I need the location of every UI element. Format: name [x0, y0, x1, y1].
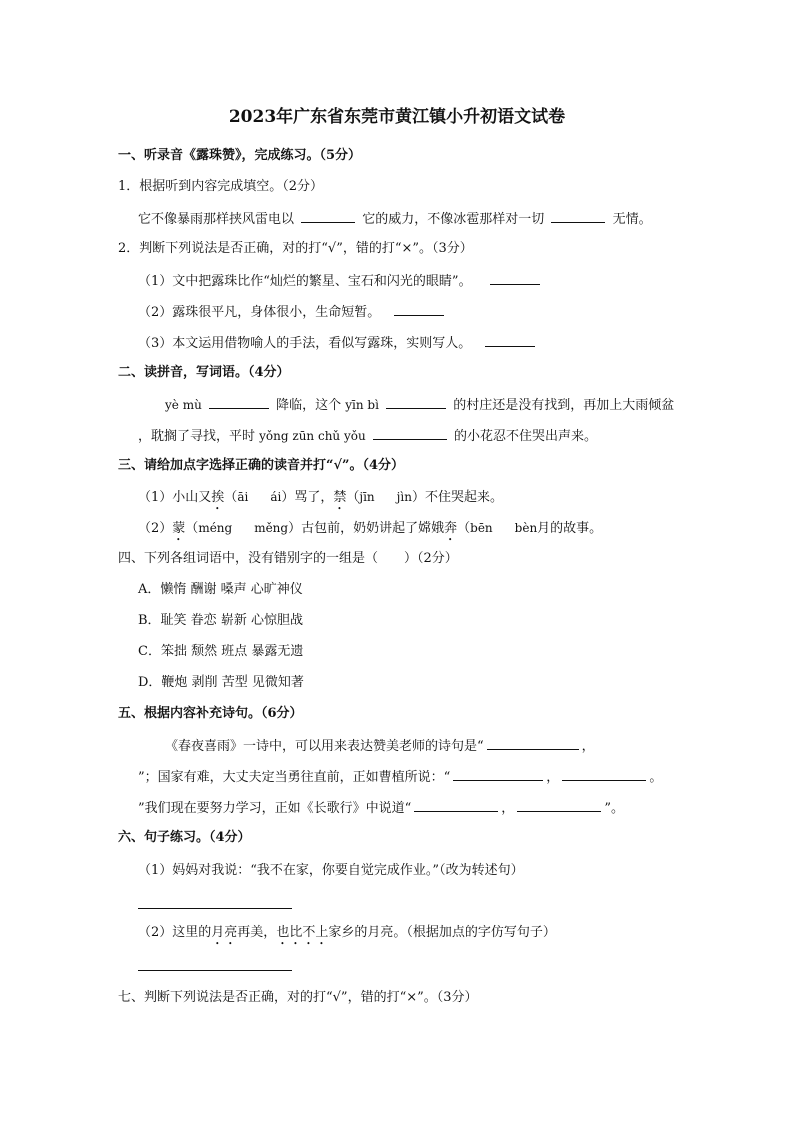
pinyin-blank-1[interactable]: [209, 395, 269, 409]
pinyin-blank-2[interactable]: [386, 395, 446, 409]
q2-item-2-blank[interactable]: [394, 302, 444, 316]
option-jin-2[interactable]: jìn: [396, 490, 412, 504]
q1-blank-2[interactable]: [551, 209, 605, 223]
sentence-q1: （1）妈妈对我说：“我不在家，你要自觉完成作业。”（改为转述句）: [138, 863, 524, 878]
option-ben-1[interactable]: bēn: [470, 521, 493, 535]
q2-item-3-blank[interactable]: [485, 333, 535, 347]
reading-1-paren-open-1: （: [224, 490, 238, 505]
section-7-heading: 七、判断下列说法是否正确，对的打“√”，错的打“×”。（3分）: [118, 990, 478, 1005]
option-ben-2[interactable]: bèn: [514, 521, 538, 535]
poem-1-end: ，: [581, 739, 595, 754]
sentence-q2: [138, 924, 556, 948]
poem-blank-3[interactable]: [562, 767, 646, 781]
question-1-fill-line: [138, 209, 652, 229]
pinyin-text-2: 的村庄还是没有找到，再加上大雨倾盆: [453, 398, 675, 413]
poem-blank-4[interactable]: [414, 798, 498, 812]
poem-2-period: 。: [649, 770, 663, 785]
dotted-char-jin: 禁: [333, 490, 347, 505]
q1-text-c: 无情。: [612, 212, 652, 227]
poem-3-comma: ，: [501, 801, 515, 816]
sentence-q1-answer-line[interactable]: [138, 908, 292, 909]
poem-blank-5[interactable]: [517, 798, 601, 812]
choice-option-c[interactable]: C．笨拙 颓然 班点 暴露无遗: [138, 644, 304, 659]
q1-blank-1[interactable]: [301, 209, 355, 223]
pinyin-text-4: 的小花忍不住哭出声来。: [453, 429, 597, 444]
reading-1-text-a: （1）小山又: [138, 490, 212, 505]
q2-item-2-text: （2）露珠很平凡，身体很小，生命短暂。: [138, 305, 381, 320]
poem-line-3: [138, 798, 624, 818]
section-6-heading: 六、句子练习。（4分）: [118, 830, 251, 845]
reading-1-text-c: ）骂了，: [281, 490, 334, 505]
dotted-char-ai: 挨: [211, 490, 225, 505]
sentence-q2-text-c: 家乡的月亮。（根据加点的字仿写句子）: [328, 925, 556, 940]
question-2-title: 2．判断下列说法是否正确，对的打“√”，错的打“×”。（3分）: [118, 241, 473, 256]
section-3-heading: 三、请给加点字选择正确的读音并打“√”。（4分）: [118, 458, 405, 473]
q1-text-b: 它的威力，不像冰雹那样对一切: [362, 212, 545, 227]
sentence-q2-text-a: （2）这里的: [138, 925, 212, 940]
reading-line-1: [138, 488, 503, 513]
reading-1-text-e: ）不住哭起来。: [411, 490, 503, 505]
pinyin-blank-3[interactable]: [373, 426, 447, 440]
option-ai-1[interactable]: āi: [237, 490, 249, 504]
q2-item-3-text: （3）本文运用借物喻人的手法，看似写露珠，实则写人。: [138, 336, 472, 351]
choice-option-a[interactable]: A．懒惰 酬谢 嗓声 心旷神仪: [138, 582, 303, 597]
sentence-q2-text-b: 再美，: [237, 925, 277, 940]
pinyin-1: yè mù: [165, 398, 202, 412]
page-title: 2023年广东省东莞市黄江镇小升初语文试卷: [228, 107, 566, 127]
reading-2-paren-open-1: （: [185, 521, 199, 536]
reading-line-2: [138, 519, 602, 544]
reading-2-text-a: （2）: [138, 521, 173, 536]
q2-item-2: [138, 302, 447, 322]
dotted-word-yueliang: 月亮: [211, 925, 238, 940]
dotted-char-meng: 蒙: [172, 521, 186, 536]
poem-3-end: ”。: [604, 801, 624, 816]
choice-option-d[interactable]: D．鞭炮 剥削 苦型 见微知著: [138, 675, 304, 690]
question-1-title: 1．根据听到内容完成填空。（2分）: [118, 179, 324, 194]
option-meng-2[interactable]: měng: [254, 521, 289, 535]
reading-2-paren-open-2: （: [457, 521, 471, 536]
pinyin-line-1: [165, 395, 674, 415]
poem-3-text-a: ”我们现在要努力学习，正如《长歌行》中说道“: [138, 801, 412, 816]
q2-item-1-blank[interactable]: [490, 271, 540, 285]
section-1-heading: 一、听录音《露珠赞》，完成练习。（5分）: [118, 148, 362, 163]
option-meng-1[interactable]: méng: [198, 521, 233, 535]
q1-text-a: 它不像暴雨那样挟风雷电以: [138, 212, 295, 227]
dotted-word-yebibushang: 也比不上: [276, 925, 329, 940]
pinyin-2: yīn bì: [345, 398, 379, 412]
pinyin-line-2: [138, 426, 597, 446]
reading-2-text-e: 月的故事。: [537, 521, 603, 536]
poem-blank-2[interactable]: [453, 767, 543, 781]
poem-line-1: [165, 736, 595, 756]
poem-2-text-a: ”；国家有难，大丈夫定当勇往直前，正如曹植所说：“: [138, 770, 451, 785]
poem-line-2: [138, 767, 662, 787]
q2-item-3: [138, 333, 538, 353]
pinyin-text-3: ，耽搁了寻找，平时: [138, 429, 256, 444]
pinyin-text-1: 降临，这个: [276, 398, 342, 413]
option-jin-1[interactable]: jīn: [359, 490, 375, 504]
reading-1-paren-open-2: （: [346, 490, 360, 505]
sentence-q2-answer-line[interactable]: [138, 970, 292, 971]
dotted-char-ben: 奔: [444, 521, 458, 536]
section-2-heading: 二、读拼音，写词语。（4分）: [118, 365, 290, 380]
section-4-heading: 四、下列各组词语中，没有错别字的一组是（ ）（2分）: [118, 551, 458, 566]
q2-item-1: [138, 271, 543, 291]
poem-1-text: 《春夜喜雨》一诗中，可以用来表达赞美老师的诗句是“: [165, 739, 484, 754]
pinyin-3: yǒng zūn chǔ yǒu: [259, 429, 366, 443]
poem-2-comma: ，: [546, 770, 560, 785]
section-5-heading: 五、根据内容补充诗句。（6分）: [118, 706, 303, 721]
q2-item-1-text: （1）文中把露珠比作“灿烂的繁星、宝石和闪光的眼睛”。: [138, 274, 472, 289]
poem-blank-1[interactable]: [487, 736, 579, 750]
reading-2-text-c: ）古包前，奶奶讲起了嫦娥: [288, 521, 445, 536]
choice-option-b[interactable]: B．耻笑 眷恋 崭新 心惊胆战: [138, 613, 303, 628]
option-ai-2[interactable]: ái: [270, 490, 282, 504]
